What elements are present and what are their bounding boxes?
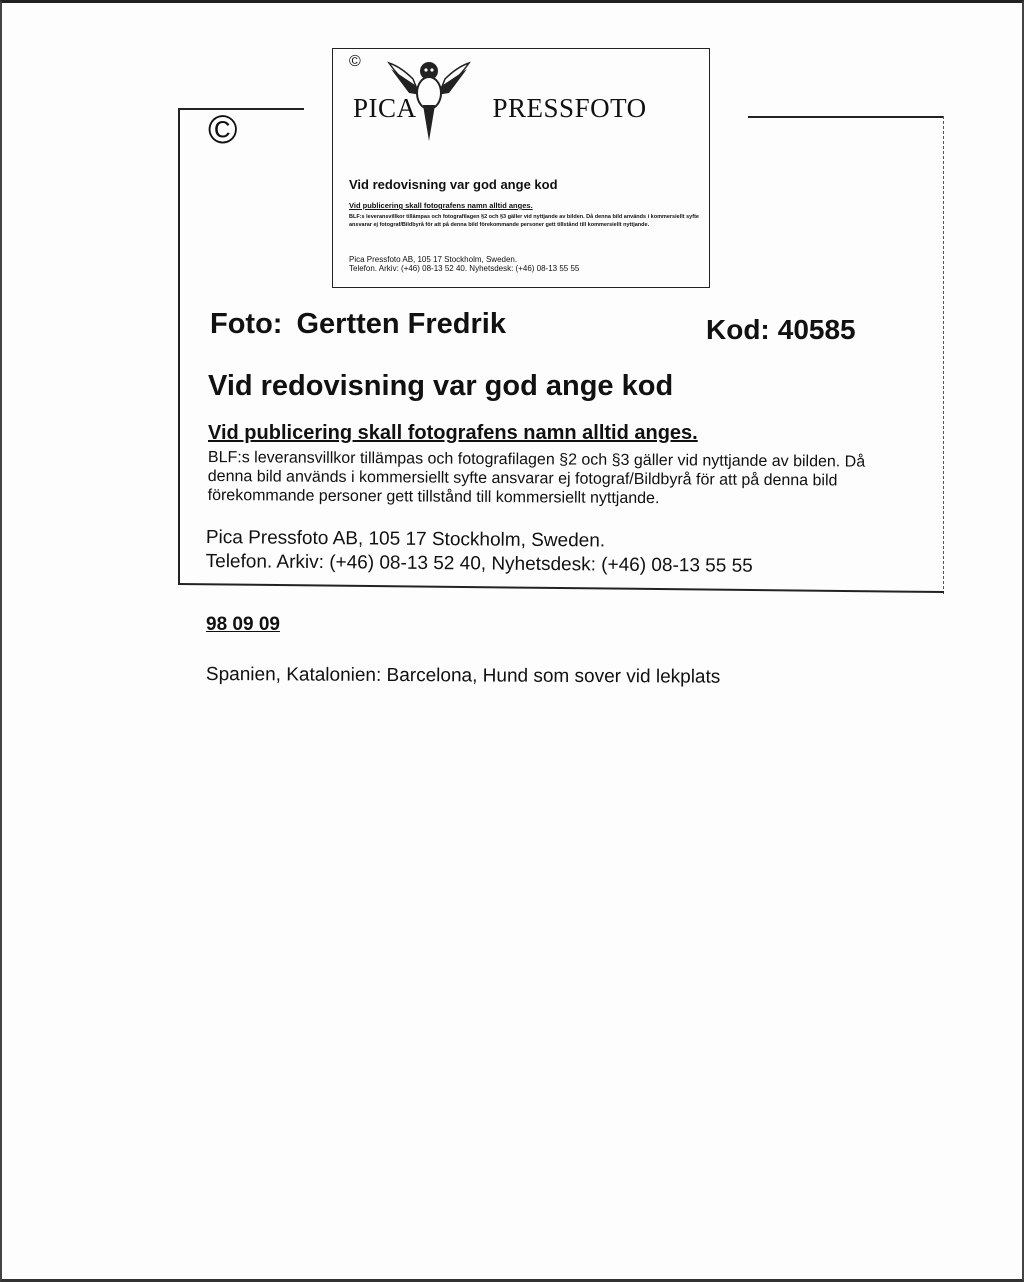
address-line2: Telefon. Arkiv: (+46) 08-13 52 40, Nyhetsdesk: (+46) 08-13 55 55 bbox=[205, 550, 753, 577]
headline: Vid redovisning var god ange kod bbox=[208, 370, 674, 402]
stamp-copyright-symbol: © bbox=[349, 53, 361, 70]
kod-value: 40585 bbox=[777, 314, 856, 345]
stamp-title: Vid redovisning var god ange kod bbox=[349, 177, 558, 192]
frame-line-right bbox=[943, 116, 944, 594]
kod-label: Kod: bbox=[706, 314, 770, 345]
photo-caption: Spanien, Katalonien: Barcelona, Hund som sover vid lekplats bbox=[205, 664, 721, 688]
terms-text: BLF:s leveransvillkor tillämpas och fotografilagen §2 och §3 gäller vid nyttjande av bilden. Då denna bild används i kommersiellt syfte ansvarar ej fotograf/Bildbyrå för att på denna bild förekommande personer gett tillstånd till kommersiellt nyttjande. bbox=[207, 448, 866, 508]
address-block bbox=[206, 526, 754, 579]
stamp-address-line2: Telefon. Arkiv: (+46) 08-13 52 40. Nyhetsdesk: (+46) 08-13 55 55 bbox=[349, 264, 580, 273]
stamp-publication-note: Vid publicering skall fotografens namn alltid anges. bbox=[349, 201, 533, 210]
stamp-logo-right: PRESSFOTO bbox=[492, 93, 647, 123]
publication-note: Vid publicering skall fotografens namn alltid anges. bbox=[208, 422, 698, 444]
address-line1: Pica Pressfoto AB, 105 17 Stockholm, Sweden. bbox=[205, 526, 606, 552]
frame-line-top-left bbox=[178, 108, 304, 110]
stamp-terms: BLF:s leveransvillkor tillämpas och fotografilagen §2 och §3 gäller vid nyttjande av bilden. Då denna bild används i kommersiellt syfte ansvarar ej fotograf/Bildbyrå för att på denna bild förekommande personer gett tillstånd till kommersiellt nyttjande. bbox=[349, 214, 699, 228]
copyright-symbol: © bbox=[208, 108, 238, 152]
code-line bbox=[706, 314, 856, 346]
frame-line-left bbox=[178, 108, 180, 584]
stamp-address bbox=[349, 255, 579, 273]
stamp-address-line1: Pica Pressfoto AB, 105 17 Stockholm, Sweden. bbox=[349, 255, 518, 264]
pica-pressfoto-stamp bbox=[332, 48, 710, 288]
frame-line-top-right bbox=[748, 116, 944, 118]
photographer-name: Gertten Fredrik bbox=[296, 308, 506, 340]
photographer-line bbox=[210, 308, 506, 341]
stamp-logo-left: PICA bbox=[353, 93, 417, 123]
stamp-logo-text bbox=[353, 93, 647, 124]
foto-label: Foto: bbox=[210, 308, 283, 340]
photo-date: 98 09 09 bbox=[206, 614, 280, 635]
